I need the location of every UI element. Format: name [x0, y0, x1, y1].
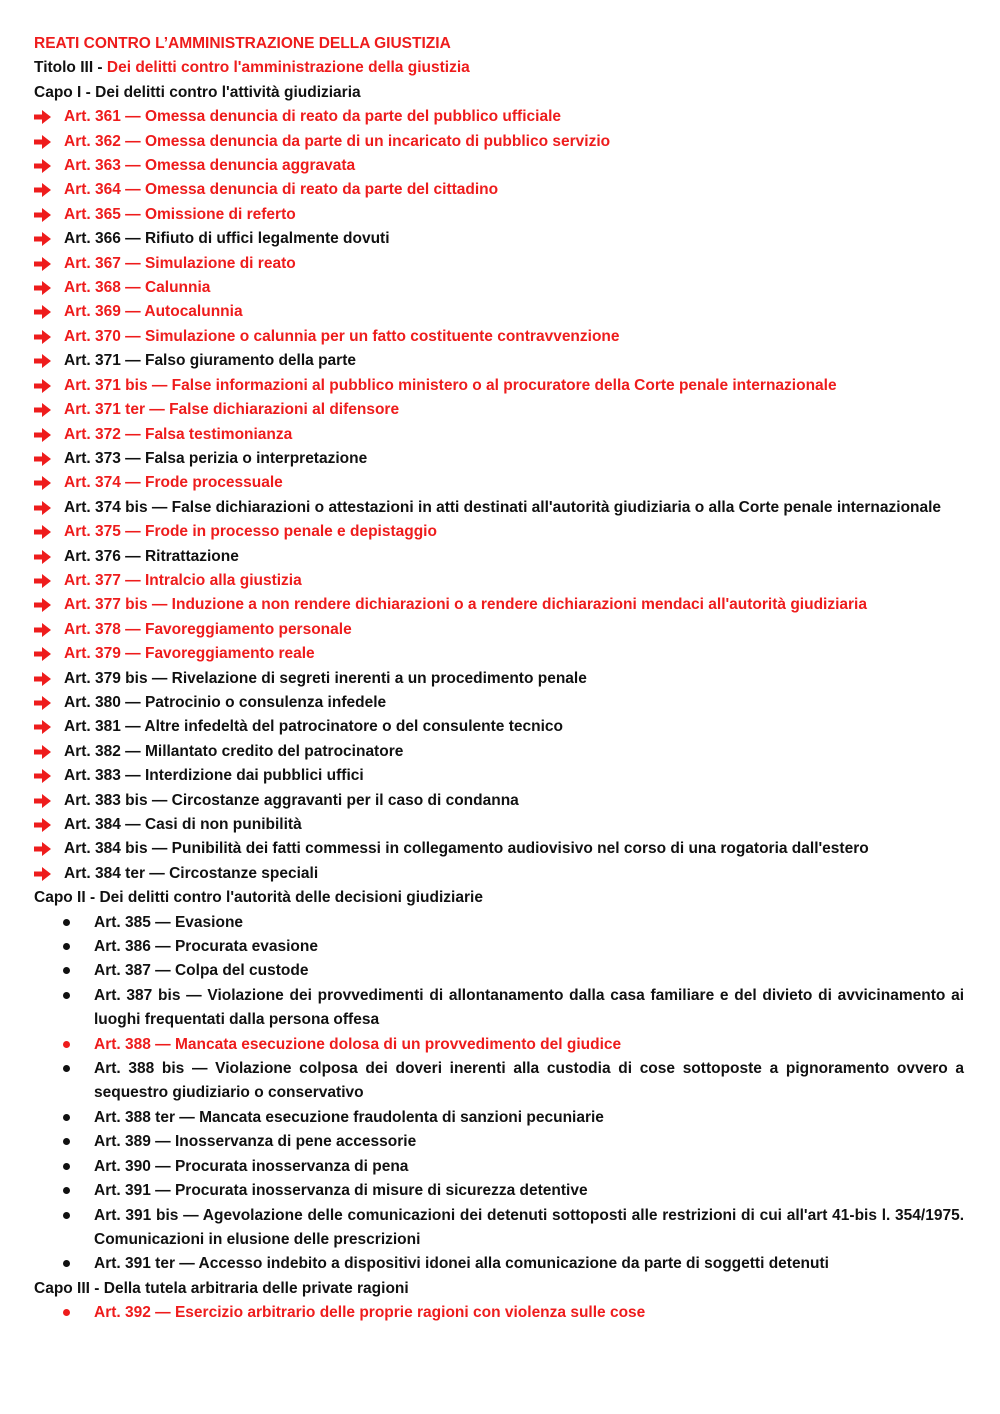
list-item	[34, 740, 966, 764]
list-item	[34, 398, 966, 422]
list-item	[34, 984, 966, 1033]
list-item	[34, 1252, 966, 1276]
article-text: Art. 383 — Interdizione dai pubblici uffici	[64, 767, 364, 785]
article-text: Art. 390 — Procurata inosservanza di pena	[94, 1157, 409, 1175]
right-arrow-icon	[34, 789, 64, 813]
article-text: Art. 379 — Favoreggiamento reale	[64, 645, 315, 663]
right-arrow-icon	[34, 715, 64, 739]
article-text: Art. 369 — Autocalunnia	[64, 303, 243, 321]
article-text: Art. 363 — Omessa denuncia aggravata	[64, 157, 356, 175]
list-item	[34, 471, 966, 495]
bullet-icon	[34, 1301, 94, 1325]
right-arrow-icon	[34, 520, 64, 544]
list-item	[34, 691, 966, 715]
right-arrow-icon	[34, 130, 64, 154]
list-item	[34, 1106, 966, 1130]
right-arrow-icon	[34, 252, 64, 276]
article-text: Art. 383 bis — Circostanze aggravanti per il caso di condanna	[64, 791, 519, 809]
list-item	[34, 1204, 966, 1253]
article-text: Art. 368 — Calunnia	[64, 279, 211, 297]
article-text: Art. 388 — Mancata esecuzione dolosa di un provvedimento del giudice	[94, 1035, 622, 1053]
article-text: Art. 380 — Patrocinio o consulenza infedele	[64, 693, 387, 711]
article-text: Art. 374 bis — False dichiarazioni o attestazioni in atti destinati all'autorità giudiziaria o alla Corte penale internazionale	[64, 498, 942, 516]
bullet-icon	[34, 1130, 94, 1154]
list-item	[34, 1301, 966, 1325]
article-text: Art. 367 — Simulazione di reato	[64, 254, 296, 272]
list-item	[34, 203, 966, 227]
capo-2-list	[34, 911, 966, 1277]
list-item	[34, 1179, 966, 1203]
list-item	[34, 593, 966, 617]
right-arrow-icon	[34, 667, 64, 691]
right-arrow-icon	[34, 447, 64, 471]
bullet-icon	[34, 1204, 94, 1253]
bullet-icon	[34, 1252, 94, 1276]
article-text: Art. 384 bis — Punibilità dei fatti commessi in collegamento audiovisivo nel corso di una rogatoria dall'estero	[64, 840, 869, 858]
article-text: Art. 375 — Frode in processo penale e depistaggio	[64, 523, 437, 541]
article-text: Art. 379 bis — Rivelazione di segreti inerenti a un procedimento penale	[64, 669, 587, 687]
right-arrow-icon	[34, 300, 64, 324]
bullet-icon	[34, 1033, 94, 1057]
article-text: Art. 374 — Frode processuale	[64, 474, 283, 492]
right-arrow-icon	[34, 496, 64, 520]
article-text: Art. 386 — Procurata evasione	[94, 938, 318, 956]
bullet-icon	[34, 935, 94, 959]
list-item	[34, 789, 966, 813]
article-text: Art. 391 — Procurata inosservanza di misure di sicurezza detentive	[94, 1182, 588, 1200]
article-text: Art. 391 bis — Agevolazione delle comunicazioni dei detenuti sottoposti alle restrizioni di cui all'art 41-bis l. 354/1975. Comunicazioni in elusione delle prescrizioni	[94, 1206, 964, 1248]
article-text: Art. 373 — Falsa perizia o interpretazione	[64, 449, 368, 467]
right-arrow-icon	[34, 154, 64, 178]
bullet-icon	[34, 1155, 94, 1179]
list-item	[34, 227, 966, 251]
bullet-icon	[34, 1057, 94, 1106]
right-arrow-icon	[34, 276, 64, 300]
article-text: Art. 366 — Rifiuto di uffici legalmente dovuti	[64, 230, 390, 248]
article-text: Art. 364 — Omessa denuncia di reato da parte del cittadino	[64, 181, 499, 199]
capo-1-heading: Capo I - Dei delitti contro l'attività giudiziaria	[34, 83, 361, 101]
titolo-text: Dei delitti contro l'amministrazione della giustizia	[106, 59, 470, 77]
document-title: REATI CONTRO L’AMMINISTRAZIONE DELLA GIUSTIZIA	[34, 35, 451, 52]
article-text: Art. 389 — Inosservanza di pene accessorie	[94, 1133, 417, 1151]
article-text: Art. 370 — Simulazione o calunnia per un fatto costituente contravvenzione	[64, 327, 620, 345]
list-item	[34, 154, 966, 178]
list-item	[34, 349, 966, 373]
list-item	[34, 813, 966, 837]
list-item	[34, 1130, 966, 1154]
bullet-icon	[34, 984, 94, 1033]
right-arrow-icon	[34, 203, 64, 227]
list-item	[34, 105, 966, 129]
article-text: Art. 387 bis — Violazione dei provvedimenti di allontanamento dalla casa familiare e del divieto di avvicinamento ai luoghi frequentati dalla persona offesa	[94, 986, 964, 1029]
right-arrow-icon	[34, 813, 64, 837]
article-text: Art. 392 — Esercizio arbitrario delle proprie ragioni con violenza sulle cose	[94, 1304, 646, 1322]
right-arrow-icon	[34, 545, 64, 569]
article-text: Art. 371 ter — False dichiarazioni al difensore	[64, 401, 400, 419]
titolo-prefix: Titolo III -	[34, 59, 107, 77]
article-text: Art. 391 ter — Accesso indebito a dispositivi idonei alla comunicazione da parte di soggetti detenuti	[94, 1255, 829, 1273]
right-arrow-icon	[34, 178, 64, 202]
list-item	[34, 837, 966, 861]
capo-2-heading: Capo II - Dei delitti contro l'autorità delle decisioni giudiziarie	[34, 889, 483, 907]
article-text: Art. 381 — Altre infedeltà del patrocinatore o del consulente tecnico	[64, 718, 563, 736]
article-text: Art. 376 — Ritrattazione	[64, 547, 239, 565]
list-item	[34, 911, 966, 935]
list-item	[34, 569, 966, 593]
article-text: Art. 362 — Omessa denuncia da parte di un incaricato di pubblico servizio	[64, 132, 611, 150]
right-arrow-icon	[34, 642, 64, 666]
list-item	[34, 935, 966, 959]
article-text: Art. 384 — Casi di non punibilità	[64, 816, 302, 833]
list-item	[34, 130, 966, 154]
article-text: Art. 388 ter — Mancata esecuzione fraudolenta di sanzioni pecuniarie	[94, 1108, 604, 1126]
list-item	[34, 178, 966, 202]
article-text: Art. 365 — Omissione di referto	[64, 205, 296, 223]
list-item	[34, 300, 966, 324]
list-item	[34, 1155, 966, 1179]
article-text: Art. 388 bis — Violazione colposa dei doveri inerenti alla custodia di cose sottoposte a pignoramento ovvero a sequestro giudiziario o conservativo	[94, 1060, 964, 1102]
list-item	[34, 520, 966, 544]
list-item	[34, 325, 966, 349]
article-text: Art. 385 — Evasione	[94, 913, 244, 931]
list-item	[34, 959, 966, 983]
article-text: Art. 377 — Intralcio alla giustizia	[64, 571, 302, 589]
right-arrow-icon	[34, 227, 64, 251]
right-arrow-icon	[34, 423, 64, 447]
list-item	[34, 1033, 966, 1057]
right-arrow-icon	[34, 471, 64, 495]
bullet-icon	[34, 959, 94, 983]
list-item	[34, 715, 966, 739]
list-item	[34, 252, 966, 276]
right-arrow-icon	[34, 325, 64, 349]
list-item	[34, 862, 966, 886]
bullet-icon	[34, 1179, 94, 1203]
list-item	[34, 545, 966, 569]
right-arrow-icon	[34, 349, 64, 373]
right-arrow-icon	[34, 691, 64, 715]
list-item	[34, 642, 966, 666]
list-item	[34, 496, 966, 520]
article-text: Art. 372 — Falsa testimonianza	[64, 425, 293, 443]
right-arrow-icon	[34, 837, 64, 861]
article-text: Art. 361 — Omessa denuncia di reato da parte del pubblico ufficiale	[64, 108, 561, 126]
list-item	[34, 618, 966, 642]
list-item	[34, 1057, 966, 1106]
list-item	[34, 374, 966, 398]
article-text: Art. 382 — Millantato credito del patrocinatore	[64, 742, 404, 760]
bullet-icon	[34, 1106, 94, 1130]
right-arrow-icon	[34, 398, 64, 422]
capo-3-list	[34, 1301, 966, 1325]
capo-3-heading: Capo III - Della tutela arbitraria delle private ragioni	[34, 1279, 409, 1297]
right-arrow-icon	[34, 862, 64, 886]
right-arrow-icon	[34, 764, 64, 788]
article-text: Art. 387 — Colpa del custode	[94, 962, 309, 980]
list-item	[34, 667, 966, 691]
article-text: Art. 384 ter — Circostanze speciali	[64, 864, 319, 882]
titolo-heading	[34, 56, 966, 80]
right-arrow-icon	[34, 740, 64, 764]
right-arrow-icon	[34, 569, 64, 593]
article-text: Art. 378 — Favoreggiamento personale	[64, 620, 352, 638]
article-text: Art. 371 — Falso giuramento della parte	[64, 352, 356, 370]
right-arrow-icon	[34, 105, 64, 129]
bullet-icon	[34, 911, 94, 935]
right-arrow-icon	[34, 374, 64, 398]
right-arrow-icon	[34, 593, 64, 617]
list-item	[34, 447, 966, 471]
list-item	[34, 423, 966, 447]
right-arrow-icon	[34, 618, 64, 642]
article-text: Art. 377 bis — Induzione a non rendere dichiarazioni o a rendere dichiarazioni mendaci all'autorità giudiziaria	[64, 596, 867, 614]
list-item	[34, 764, 966, 788]
article-text: Art. 371 bis — False informazioni al pubblico ministero o al procuratore della Corte penale internazionale	[64, 376, 837, 394]
list-item	[34, 276, 966, 300]
capo-1-list	[34, 105, 966, 886]
